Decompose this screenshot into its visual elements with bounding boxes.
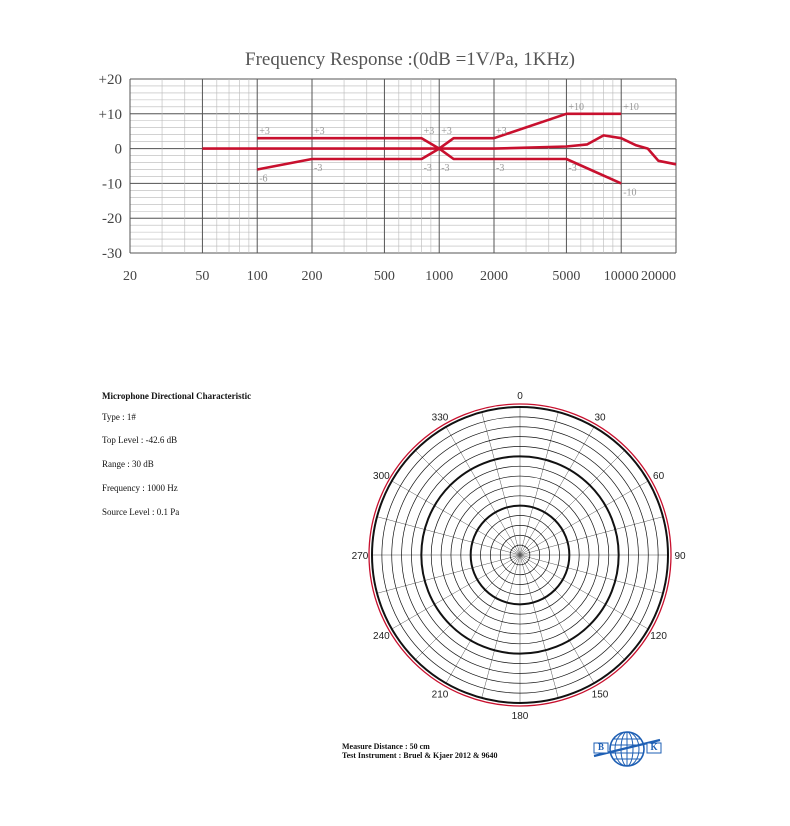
y-tick-label: -20	[102, 211, 122, 228]
polar-spoke	[520, 555, 558, 698]
polar-angle-label: 180	[511, 711, 529, 722]
annotation-label: -10	[623, 187, 637, 199]
polar-angle-label: 0	[517, 391, 523, 402]
info-type: Type : 1#	[102, 412, 136, 422]
polar-angle-label: 300	[373, 471, 390, 482]
polar-spoke	[520, 555, 594, 683]
polar-spoke	[446, 555, 520, 683]
annotation-label: +10	[623, 101, 639, 113]
polar-spoke	[520, 555, 648, 629]
polar-spoke	[377, 555, 520, 593]
chart-annotations	[259, 102, 639, 199]
info-frequency: Frequency : 1000 Hz	[102, 483, 178, 493]
polar-directional-chart	[340, 378, 700, 738]
x-axis-tick-labels	[123, 269, 676, 284]
x-tick-label: 500	[373, 269, 395, 284]
annotation-label: -3	[496, 163, 505, 175]
annotation-label: +3	[314, 126, 325, 138]
polar-spoke	[520, 481, 648, 555]
info-top-level: Top Level : -42.6 dB	[102, 435, 178, 445]
bruel-kjaer-logo	[592, 726, 662, 772]
info-source-level: Source Level : 0.1 Pa	[102, 507, 180, 517]
annotation-label: +3	[441, 126, 452, 138]
polar-spoke	[520, 517, 663, 555]
annotation-label: -3	[423, 163, 432, 175]
polar-spoke	[520, 412, 558, 555]
x-tick-label: 20	[123, 269, 137, 284]
polar-spoke	[392, 481, 520, 555]
x-tick-label: 20000	[641, 269, 676, 284]
x-tick-label: 1000	[425, 269, 454, 284]
annotation-label: +10	[568, 101, 585, 113]
annotation-label: -3	[568, 163, 577, 175]
polar-angle-label: 90	[674, 551, 686, 562]
y-axis-tick-labels	[99, 72, 122, 262]
x-tick-label: 100	[246, 269, 268, 284]
polar-spoke	[520, 555, 663, 593]
y-tick-label: 0	[114, 141, 122, 158]
chart-grid	[130, 79, 676, 253]
annotation-label: -6	[259, 173, 268, 185]
x-tick-label: 200	[301, 269, 323, 284]
footer-measure-distance: Measure Distance : 50 cm	[342, 742, 430, 751]
x-tick-label: 2000	[480, 269, 508, 284]
polar-angle-label: 240	[373, 631, 390, 642]
polar-spoke	[520, 555, 625, 660]
annotation-label: -3	[441, 163, 450, 175]
polar-angle-label: 60	[653, 471, 665, 482]
polar-angle-label: 330	[431, 412, 449, 424]
polar-spoke	[392, 555, 520, 629]
polar-spoke	[520, 427, 594, 555]
logo-letter-b: B	[597, 742, 605, 752]
polar-spoke	[446, 427, 520, 555]
x-tick-label: 50	[195, 269, 210, 284]
frequency-response-chart	[0, 0, 790, 300]
y-tick-label: +20	[98, 72, 122, 88]
polar-angle-label: 270	[351, 551, 369, 562]
info-range: Range : 30 dB	[102, 459, 154, 469]
logo-letter-k: K	[650, 742, 658, 752]
polar-spoke	[377, 517, 520, 555]
x-tick-label: 5000	[552, 269, 581, 284]
polar-angle-label: 150	[591, 689, 609, 701]
polar-angle-label: 30	[594, 412, 606, 424]
polar-spoke	[520, 450, 625, 555]
annotation-label: -3	[314, 163, 323, 175]
annotation-label: +3	[423, 126, 435, 138]
polar-spoke	[482, 412, 520, 555]
y-tick-label: -10	[102, 176, 122, 193]
info-title: Microphone Directional Characteristic	[102, 391, 252, 401]
y-tick-label: +10	[98, 106, 122, 123]
polar-angle-label: 120	[650, 631, 667, 642]
chart-title: Frequency Response :(0dB =1V/Pa, 1KHz)	[245, 49, 575, 70]
y-tick-label: -30	[102, 246, 122, 262]
footer-test-instrument: Test Instrument : Bruel & Kjaer 2012 & 9640	[342, 751, 498, 760]
polar-angle-label: 210	[431, 689, 449, 701]
annotation-label: +3	[259, 126, 270, 138]
polar-spoke	[482, 555, 520, 698]
polar-spoke	[415, 450, 520, 555]
polar-spokes	[372, 407, 668, 703]
annotation-label: +3	[496, 126, 507, 138]
polar-spoke	[415, 555, 520, 660]
x-tick-label: 10000	[603, 269, 639, 284]
